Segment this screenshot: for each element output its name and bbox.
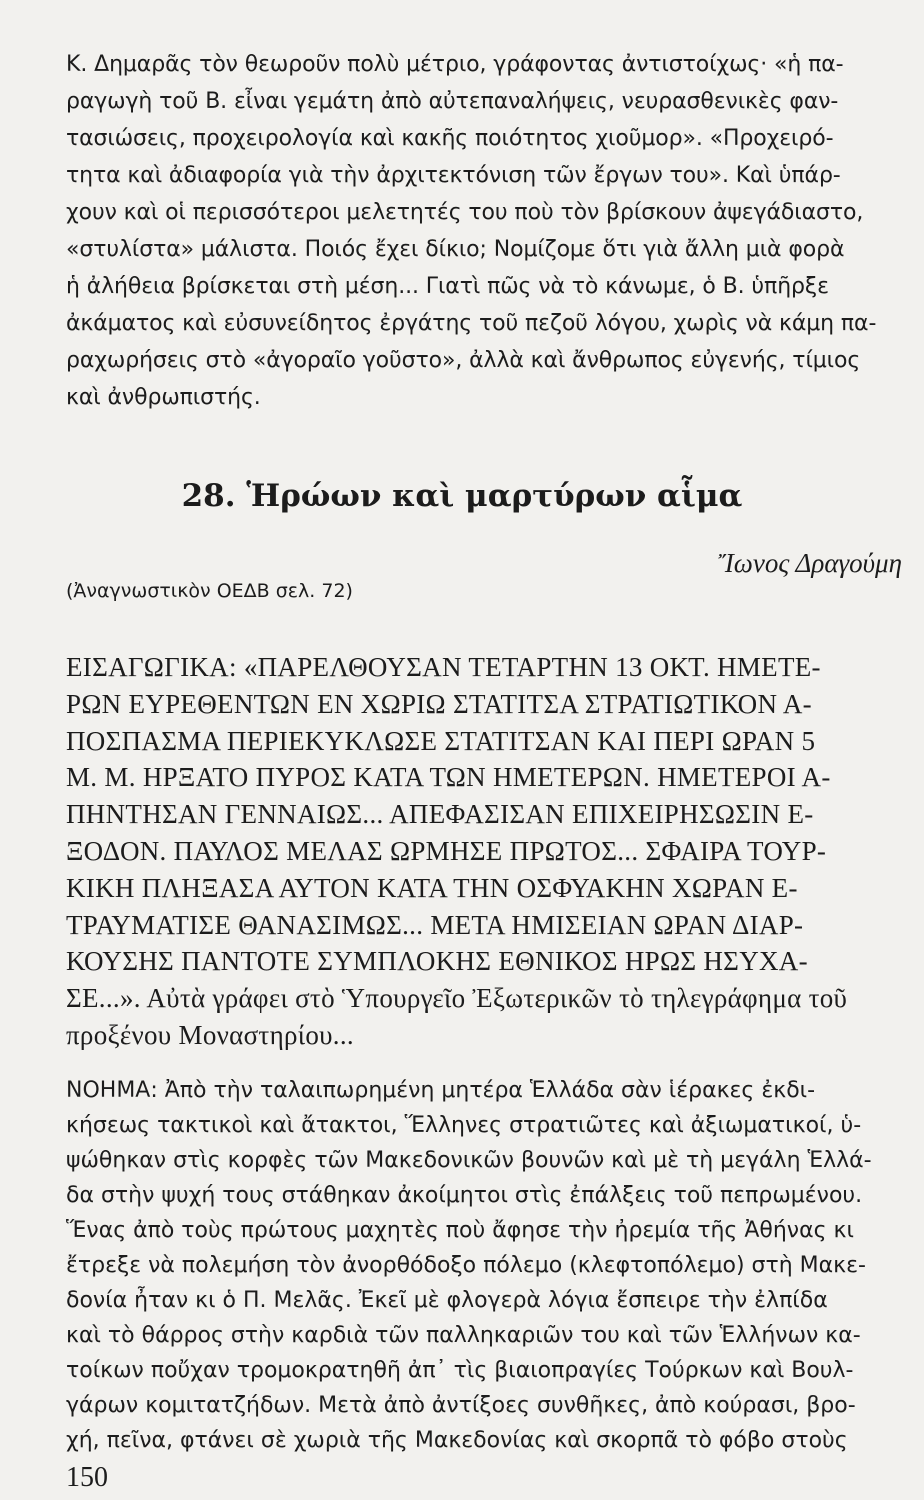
telegram-line: ΚΟΥΣΗΣ ΠΑΝΤΟΤΕ ΣΥΜΠΛΟΚΗΣ ΕΘΝΙΚΟΣ ΗΡΩΣ ΗΣΥΧΑ- — [66, 946, 808, 976]
text-line: χουν καὶ οἱ περισσότεροι μελετητές του ποὺ τὸν βρίσκουν ἀψεγάδιαστο, — [66, 200, 864, 225]
noima-line: ψώθηκαν στὶς κορφὲς τῶν Μακεδονικῶν βουνῶν καὶ μὲ τὴ μεγάλη Ἑλλά- — [66, 1148, 872, 1173]
telegram-line: ΤΡΑΥΜΑΤΙΣΕ ΘΑΝΑΣΙΜΩΣ... ΜΕΤΑ ΗΜΙΣΕΙΑΝ ΩΡΑΝ ΔΙΑΡ- — [66, 910, 804, 940]
noima-line: γάρων κομιτατζήδων. Μετὰ ἀπὸ ἀντίξοες συνθῆκες, ἀπὸ κούρασι, βρο- — [66, 1393, 856, 1418]
telegram-line: προξένου Μοναστηρίου... — [66, 1020, 354, 1050]
noima-line: ΝΟΗΜΑ: Ἀπὸ τὴν ταλαιπωρημένη μητέρα Ἑλλάδα σὰν ἱέρακες ἐκδι- — [66, 1078, 816, 1103]
telegram-line: ΣΕ...». Αὐτὰ γράφει στὸ Ὑπουργεῖο Ἐξωτερικῶν τὸ τηλεγράφημα τοῦ — [66, 983, 848, 1013]
telegram-line: ΡΩΝ ΕΥΡΕΘΕΝΤΩΝ ΕΝ ΧΩΡΙΩ ΣΤΑΤΙΤΣΑ ΣΤΡΑΤΙΩΤΙΚΟΝ Α- — [66, 689, 812, 719]
text-line: ἡ ἀλήθεια βρίσκεται στὴ μέση... Γιατὶ πῶς νὰ τὸ κάνωμε, ὁ Β. ὑπῆρξε — [66, 274, 829, 299]
chapter-author: Ἴωνος Δραγούμη — [718, 548, 902, 578]
text-line: Κ. Δημαρᾶς τὸν θεωροῦν πολὺ μέτριο, γράφοντας ἀντιστοίχως· «ἡ πα- — [66, 52, 844, 77]
text-line: ἀκάματος καὶ εὐσυνείδητος ἐργάτης τοῦ πεζοῦ λόγου, χωρὶς νὰ κάμη πα- — [66, 311, 877, 336]
chapter-title: 28. Ἡρώων καὶ μαρτύρων αἷμα — [181, 478, 743, 514]
noima-line: καὶ τὸ θάρρος στὴν καρδιὰ τῶν παλληκαριῶν του καὶ τῶν Ἑλλήνων κα- — [66, 1323, 861, 1348]
telegram-line: ΞΟΔΟΝ. ΠΑΥΛΟΣ ΜΕΛΑΣ ΩΡΜΗΣΕ ΠΡΩΤΟΣ... ΣΦΑΙΡΑ ΤΟΥΡ- — [66, 836, 827, 866]
telegram-line: ΕΙΣΑΓΩΓΙΚΑ: «ΠΑΡΕΛΘΟΥΣΑΝ ΤΕΤΑΡΤΗΝ 13 ΟΚΤ. ΗΜΕΤΕ- — [66, 652, 821, 682]
text-line: τητα καὶ ἀδιαφορία γιὰ τὴν ἀρχιτεκτόνιση τῶν ἔργων του». Καὶ ὑπάρ- — [66, 163, 841, 188]
telegram-line: ΠΟΣΠΑΣΜΑ ΠΕΡΙΕΚΥΚΛΩΣΕ ΣΤΑΤΙΤΣΑΝ ΚΑΙ ΠΕΡΙ ΩΡΑΝ 5 — [66, 726, 816, 756]
noima-line: τοίκων ποὔχαν τρομοκρατηθῆ ἀπ᾽ τὶς βιαιοπραγίες Τούρκων καὶ Βουλ- — [66, 1358, 854, 1383]
text-line: τασιώσεις, προχειρολογία καὶ κακῆς ποιότητος χιοῦμορ». «Προχειρό- — [66, 126, 834, 151]
telegram-line: ΠΗΝΤΗΣΑΝ ΓΕΝΝΑΙΩΣ... ΑΠΕΦΑΣΙΣΑΝ ΕΠΙΧΕΙΡΗΣΩΣΙΝ Ε- — [66, 799, 814, 829]
noima-line: δονία ἦταν κι ὁ Π. Μελᾶς. Ἐκεῖ μὲ φλογερὰ λόγια ἔσπειρε τὴν ἐλπίδα — [66, 1288, 828, 1313]
noima-line: χή, πεῖνα, φτάνει σὲ χωριὰ τῆς Μακεδονίας καὶ σκορπᾶ τὸ φόβο στοὺς — [66, 1428, 848, 1453]
page-number: 150 — [66, 1462, 108, 1493]
telegram-line: Μ. Μ. ΗΡΞΑΤΟ ΠΥΡΟΣ ΚΑΤΑ ΤΩΝ ΗΜΕΤΕΡΩΝ. ΗΜΕΤΕΡΟΙ Α- — [66, 762, 831, 792]
telegram-line: ΚΙΚΗ ΠΛΗΞΑΣΑ ΑΥΤΟΝ ΚΑΤΑ ΤΗΝ ΟΣΦΥΑΚΗΝ ΧΩΡΑΝ Ε- — [66, 873, 798, 903]
noima-line: ἔτρεξε νὰ πολεμήση τὸν ἀνορθόδοξο πόλεμο (κλεφτοπόλεμο) στὴ Μακε- — [66, 1253, 866, 1278]
text-line: καὶ ἀνθρωπιστής. — [66, 385, 261, 410]
noima-line: κήσεως τακτικοὶ καὶ ἄτακτοι, Ἕλληνες στρατιῶτες καὶ ἀξιωματικοί, ὑ- — [66, 1113, 862, 1138]
text-line: «στυλίστα» μάλιστα. Ποιός ἔχει δίκιο; Νομίζομε ὅτι γιὰ ἄλλη μιὰ φορὰ — [66, 237, 845, 262]
noima-line: Ἕνας ἀπὸ τοὺς πρώτους μαχητὲς ποὺ ἄφησε τὴν ἠρεμία τῆς Ἀθήνας κι — [66, 1218, 854, 1243]
text-line: ραγωγὴ τοῦ Β. εἶναι γεμάτη ἀπὸ αὐτεπαναλήψεις, νευρασθενικὲς φαν- — [66, 89, 839, 114]
noima-line: δα στὴν ψυχή τους στάθηκαν ἀκοίμητοι στὶς ἐπάλξεις τοῦ πεπρωμένου. — [66, 1183, 863, 1208]
text-line: ραχωρήσεις στὸ «ἀγοραῖο γοῦστο», ἀλλὰ καὶ ἄνθρωπος εὐγενής, τίμιος — [66, 348, 861, 373]
chapter-source: (Ἀναγνωστικὸν ΟΕΔΒ σελ. 72) — [66, 580, 353, 602]
